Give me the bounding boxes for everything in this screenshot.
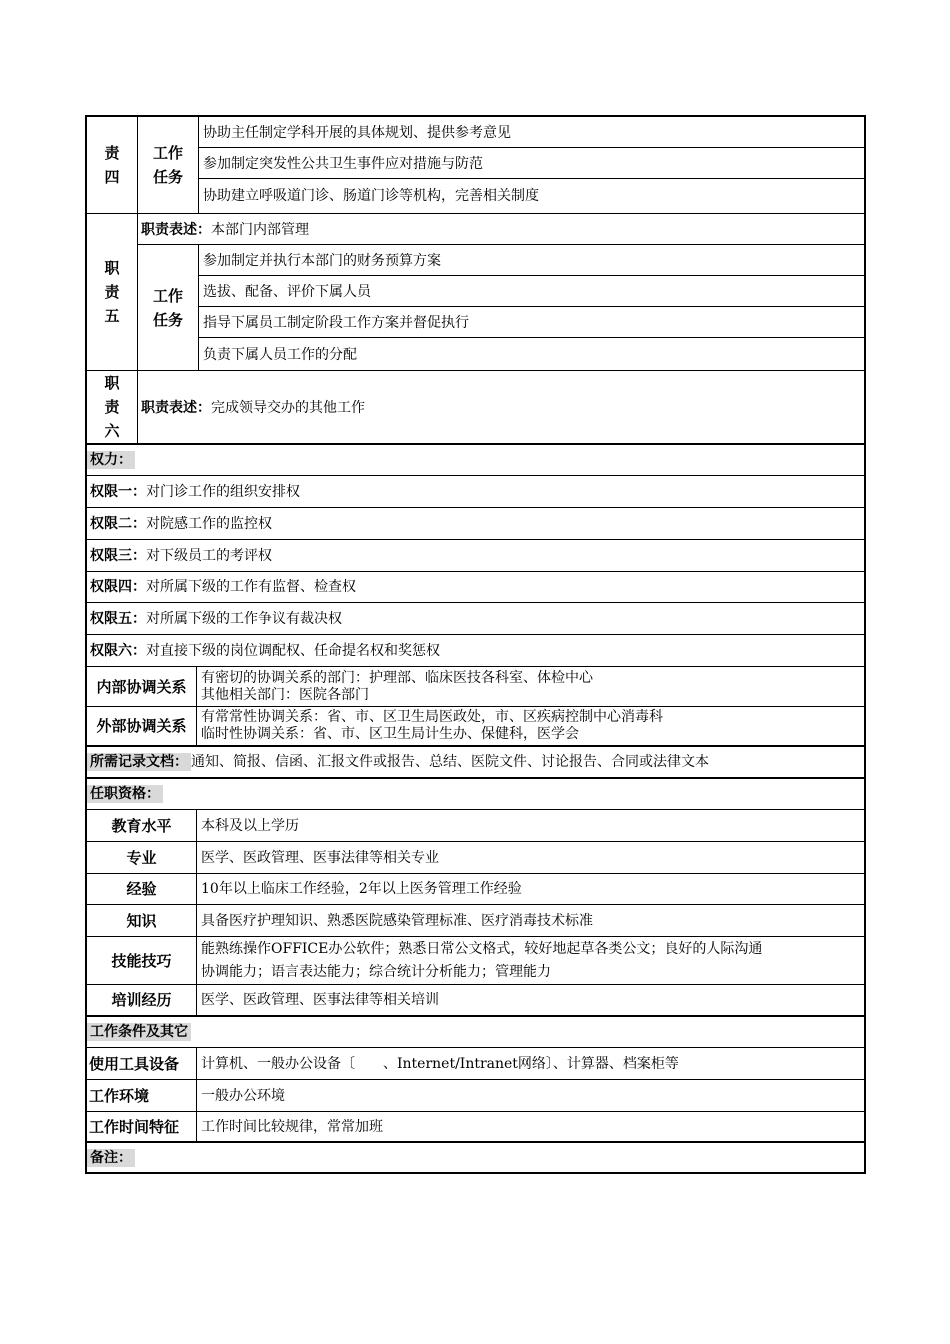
duty-5-task: 参加制定并执行本部门的财务预算方案 [199,245,864,276]
duty-5-block [87,214,864,371]
power-row: 权限二： 对院感工作的监控权 [87,508,864,540]
duty-4-task: 协助建立呼吸道门诊、肠道门诊等机构，完善相关制度 [203,187,539,204]
external-coordination-label: 外部协调关系 [87,707,197,745]
skills-row: 技能技巧 能熟练操作OFFICE办公软件；熟悉日常公文格式，较好地起草各类公文；良好的人际沟通 协调能力；语言表达能力；综合统计分析能力；管理能力 [87,937,864,985]
notes-label: 备注： [87,1149,135,1167]
internal-coordination-label: 内部协调关系 [87,667,197,706]
external-coordination-row: 外部协调关系 有常常性协调关系：省、市、区卫生局医政处，市、区疾病控制中心消毒科 临时性协调关系：省、市、区卫生局计生办、保健科，医学会 [87,707,864,747]
duty-5-task-label: 工作 任务 [138,245,199,370]
records-text: 通知、简报、信函、汇报文件或报告、总结、医院文件、讨论报告、合同或法律文本 [191,754,709,770]
power-title: 权力： [87,451,135,469]
duty-4-task: 协助主任制定学科开展的具体规划、提供参考意见 [199,117,864,148]
qualification-row: 专业 医学、医政管理、医事法律等相关专业 [87,842,864,874]
duty-5-task: 选拔、配备、评价下属人员 [199,276,864,307]
conditions-title-row [87,1017,864,1048]
training-row: 培训经历 医学、医政管理、医事法律等相关培训 [87,985,864,1017]
records-label: 所需记录文档： [87,753,191,771]
qualification-row: 知识 具备医疗护理知识、熟悉医院感染管理标准、医疗消毒技术标准 [87,905,864,937]
power-row: 权限四： 对所属下级的工作有监督、检查权 [87,572,864,603]
duty-4-label: 责 四 [87,117,138,213]
duty-4-task-label: 工作 任务 [138,117,199,213]
qualification-row: 经验 10年以上临床工作经验，2年以上医务管理工作经验 [87,874,864,905]
duty-5-description: 职责表述： 本部门内部管理 [138,214,864,245]
power-row: 权限三： 对下级员工的考评权 [87,540,864,572]
qualification-row: 教育水平 本科及以上学历 [87,810,864,842]
job-description-table [85,115,866,1174]
power-row: 权限六： 对直接下级的岗位调配权、任命提名权和奖惩权 [87,635,864,667]
duty-5-task: 负责下属人员工作的分配 [203,346,357,363]
duty-6-block [87,371,864,445]
power-row: 权限一： 对门诊工作的组织安排权 [87,476,864,508]
duty-4-task: 参加制定突发性公共卫生事件应对措施与防范 [199,148,864,179]
conditions-title: 工作条件及其它 [87,1023,191,1041]
condition-row: 工作环境 一般办公环境 [87,1080,864,1112]
duty-4-block [87,117,864,214]
qualifications-title-row [87,779,864,810]
condition-row: 使用工具设备 计算机、一般办公设备〔 、Internet/Intranet网络〕、计算器、档案柜等 [87,1048,864,1080]
internal-coordination-row: 内部协调关系 有密切的协调关系的部门：护理部、临床医技各科室、体检中心 其他相关部门：医院各部门 [87,667,864,707]
records-row [87,747,864,779]
duty-5-task: 指导下属员工制定阶段工作方案并督促执行 [199,307,864,338]
duty-6-label: 职 责 六 [87,371,138,443]
power-row: 权限五： 对所属下级的工作争议有裁决权 [87,603,864,635]
qualifications-title: 任职资格： [87,785,163,803]
power-title-row [87,445,864,476]
condition-row: 工作时间特征 工作时间比较规律，常常加班 [87,1112,864,1143]
notes-row [87,1143,864,1174]
duty-6-description: 职责表述：完成领导交办的其他工作 [141,400,365,416]
duty-5-label: 职 责 五 [87,214,138,370]
